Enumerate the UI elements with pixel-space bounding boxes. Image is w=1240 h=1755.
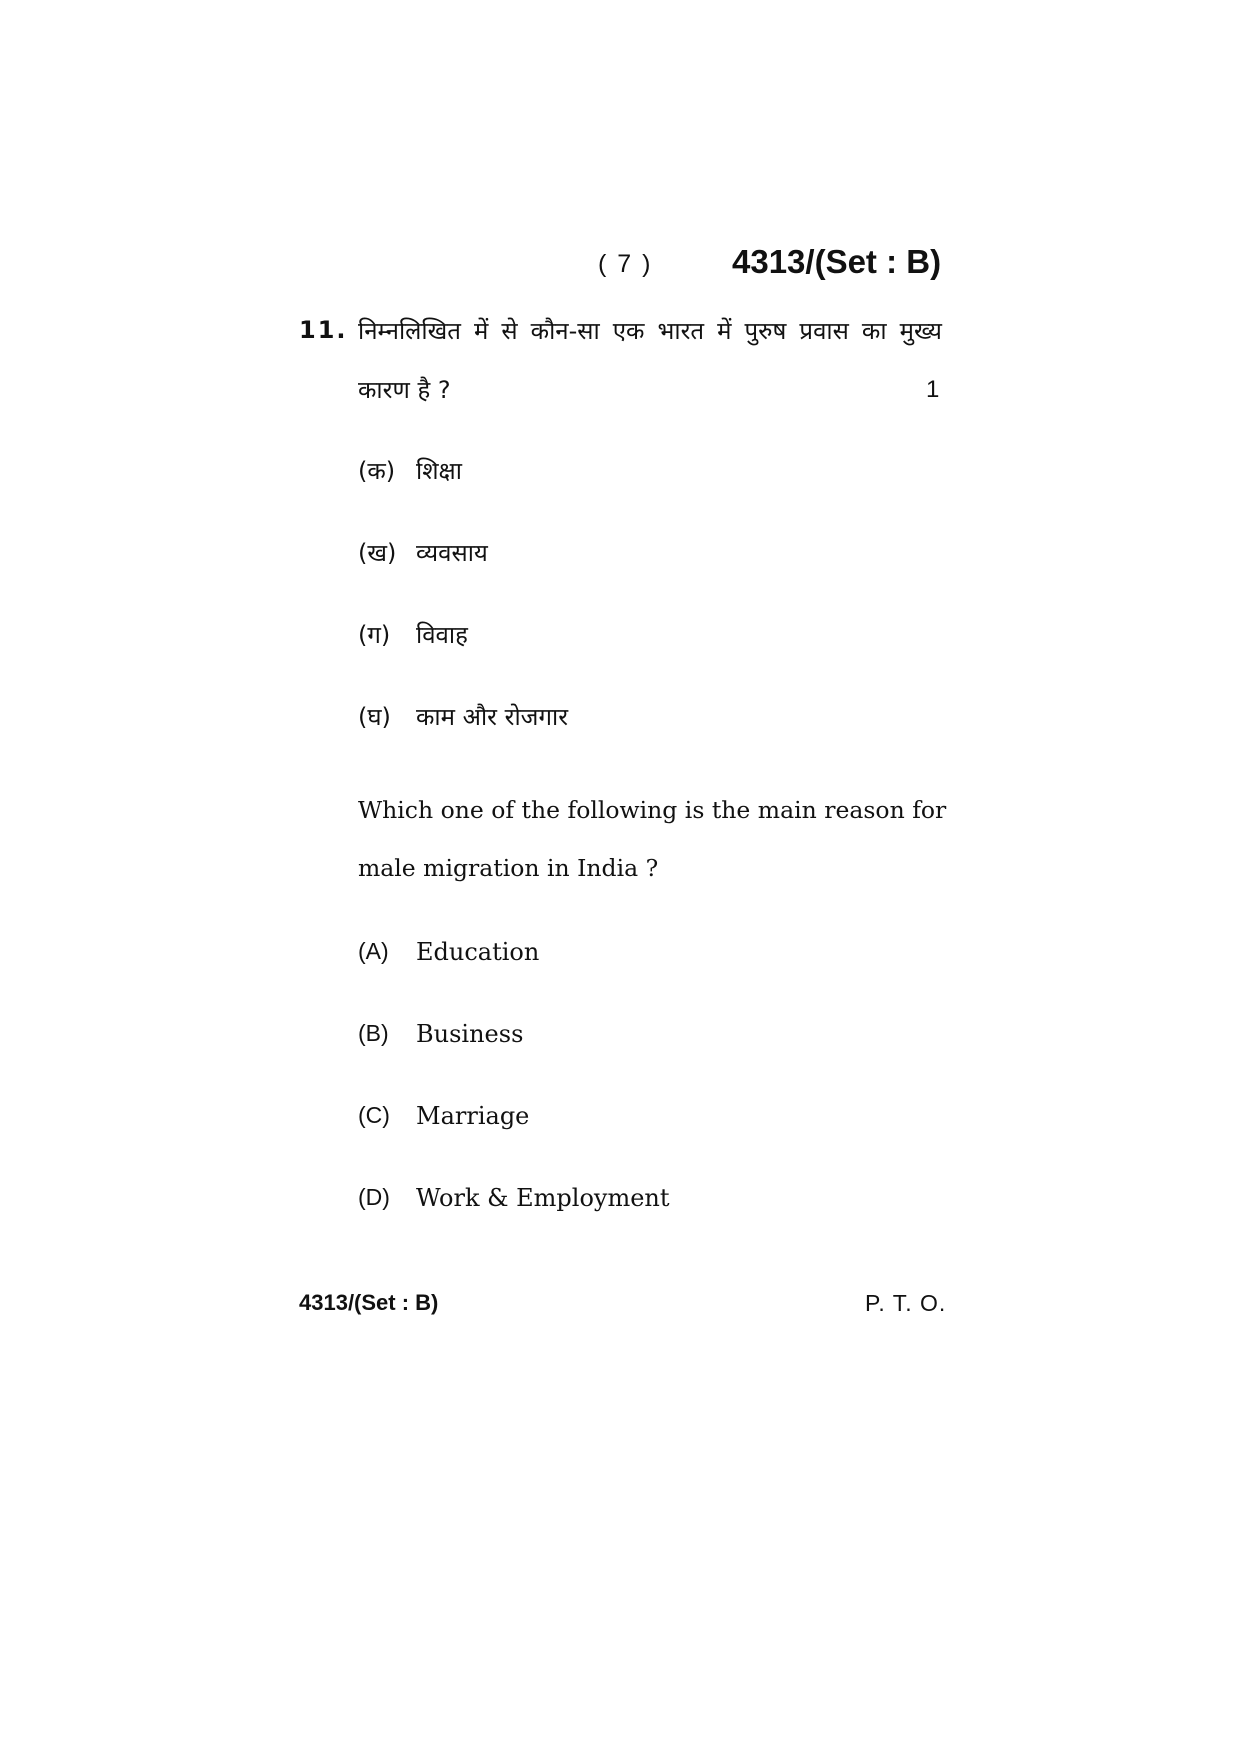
option-text: काम और रोजगार: [416, 703, 569, 731]
option-hindi-kha: [358, 536, 488, 569]
hindi-word: में: [474, 317, 489, 345]
option-hindi-gha: [358, 700, 568, 733]
option-text: Work & Employment: [416, 1184, 670, 1212]
option-english-d: [358, 1184, 670, 1212]
page-number: ( 7 ): [598, 250, 653, 278]
option-label: (ख): [358, 539, 397, 567]
option-label: (A): [358, 938, 389, 964]
question-hindi-line-2: कारण है ?: [358, 376, 451, 404]
option-hindi-ka: [358, 454, 462, 487]
option-label: (क): [358, 457, 396, 485]
hindi-word: एक: [612, 317, 645, 345]
question-english-line-2: male migration in India ?: [358, 854, 659, 882]
option-text: Education: [416, 938, 540, 966]
option-label: (घ): [358, 703, 391, 731]
hindi-word: पुरुष: [744, 317, 787, 345]
hindi-word: में: [717, 317, 732, 345]
hindi-word: का: [861, 317, 887, 345]
option-label: (B): [358, 1020, 389, 1046]
hindi-word: प्रवास: [799, 317, 849, 345]
option-text: शिक्षा: [416, 457, 462, 485]
question-english-line-1: Which one of the following is the main reason for: [358, 796, 947, 824]
paper-code-footer: 4313/(Set : B): [299, 1290, 439, 1315]
hindi-word: कौन-सा: [530, 317, 600, 345]
paper-code-header: 4313/(Set : B): [732, 243, 942, 280]
option-english-a: [358, 938, 539, 966]
question-marks: 1: [926, 376, 940, 403]
please-turn-over: P. T. O.: [865, 1290, 947, 1316]
option-english-b: [358, 1020, 523, 1048]
hindi-word: से: [501, 317, 518, 345]
option-text: व्यवसाय: [416, 539, 488, 567]
question-number: 11.: [299, 316, 348, 344]
option-text: Marriage: [416, 1102, 530, 1130]
option-hindi-ga: [358, 618, 468, 651]
option-label: (C): [358, 1102, 390, 1128]
option-label: (D): [358, 1184, 390, 1210]
option-english-c: [358, 1102, 529, 1130]
hindi-word: निम्नलिखित: [358, 317, 461, 345]
option-text: Business: [416, 1020, 524, 1048]
hindi-word: मुख्य: [899, 317, 942, 345]
question-hindi-line-1: [358, 314, 942, 347]
option-text: विवाह: [416, 621, 468, 649]
hindi-word: भारत: [657, 317, 705, 345]
option-label: (ग): [358, 621, 391, 649]
